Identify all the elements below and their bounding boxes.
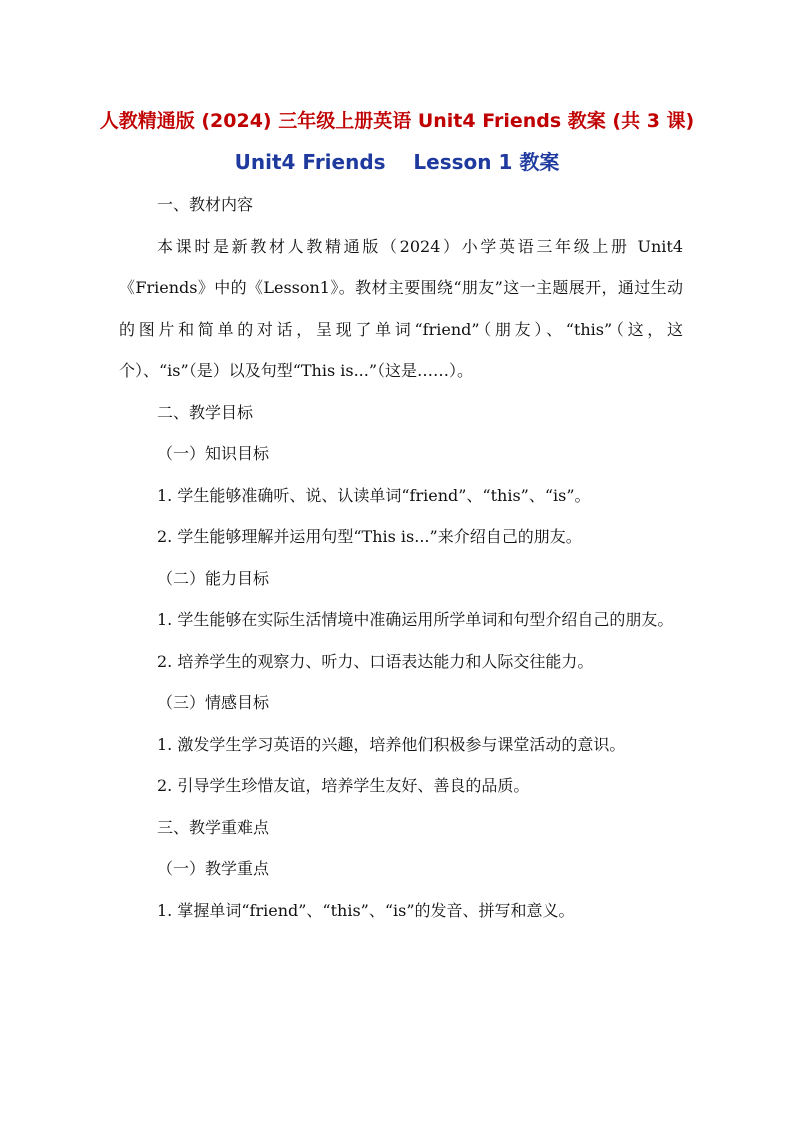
document-title: 人教精通版 (2024) 三年级上册英语 Unit4 Friends 教案 (共 3 课) <box>99 110 695 132</box>
list-item: 2. 培养学生的观察力、听力、口语表达能力和人际交往能力。 <box>157 651 594 671</box>
list-item: 2. 学生能够理解并运用句型“This is...”来介绍自己的朋友。 <box>157 527 582 546</box>
subsection-heading: （一）知识目标 <box>157 444 270 463</box>
section-heading: 一、教材内容 <box>157 195 254 214</box>
list-item: 1. 学生能够在实际生活情境中准确运用所学单词和句型介绍自己的朋友。 <box>157 610 674 629</box>
subsection-heading: （一）教学重点 <box>157 859 270 878</box>
document-body <box>119 184 683 931</box>
section-heading: 三、教学重难点 <box>157 817 270 837</box>
list-item: 1. 学生能够准确听、说、认读单词“friend”、“this”、“is”。 <box>157 485 591 505</box>
subsection-heading: （三）情感目标 <box>157 693 270 712</box>
list-item: 1. 掌握单词“friend”、“this”、“is”的发音、拼写和意义。 <box>157 900 575 920</box>
section-heading: 二、教学目标 <box>157 402 254 422</box>
subsection-heading: （二）能力目标 <box>157 568 270 588</box>
lesson-title: Unit4 Friends Lesson 1 教案 <box>234 150 560 174</box>
list-item: 2. 引导学生珍惜友谊，培养学生友好、善良的品质。 <box>157 776 530 795</box>
paragraph: 本课时是新教材人教精通版（2024）小学英语三年级上册 Unit4《Friends》中的《Lesson1》。教材主要围绕“朋友”这一主题展开，通过生动的图片和简单的对话，呈现了单词“friend”（朋友）、“this”（这，这个）、“is”（是）以及句型“This is...”（这是……）。 <box>119 236 683 380</box>
list-item: 1. 激发学生学习英语的兴趣，培养他们积极参与课堂活动的意识。 <box>157 734 626 754</box>
